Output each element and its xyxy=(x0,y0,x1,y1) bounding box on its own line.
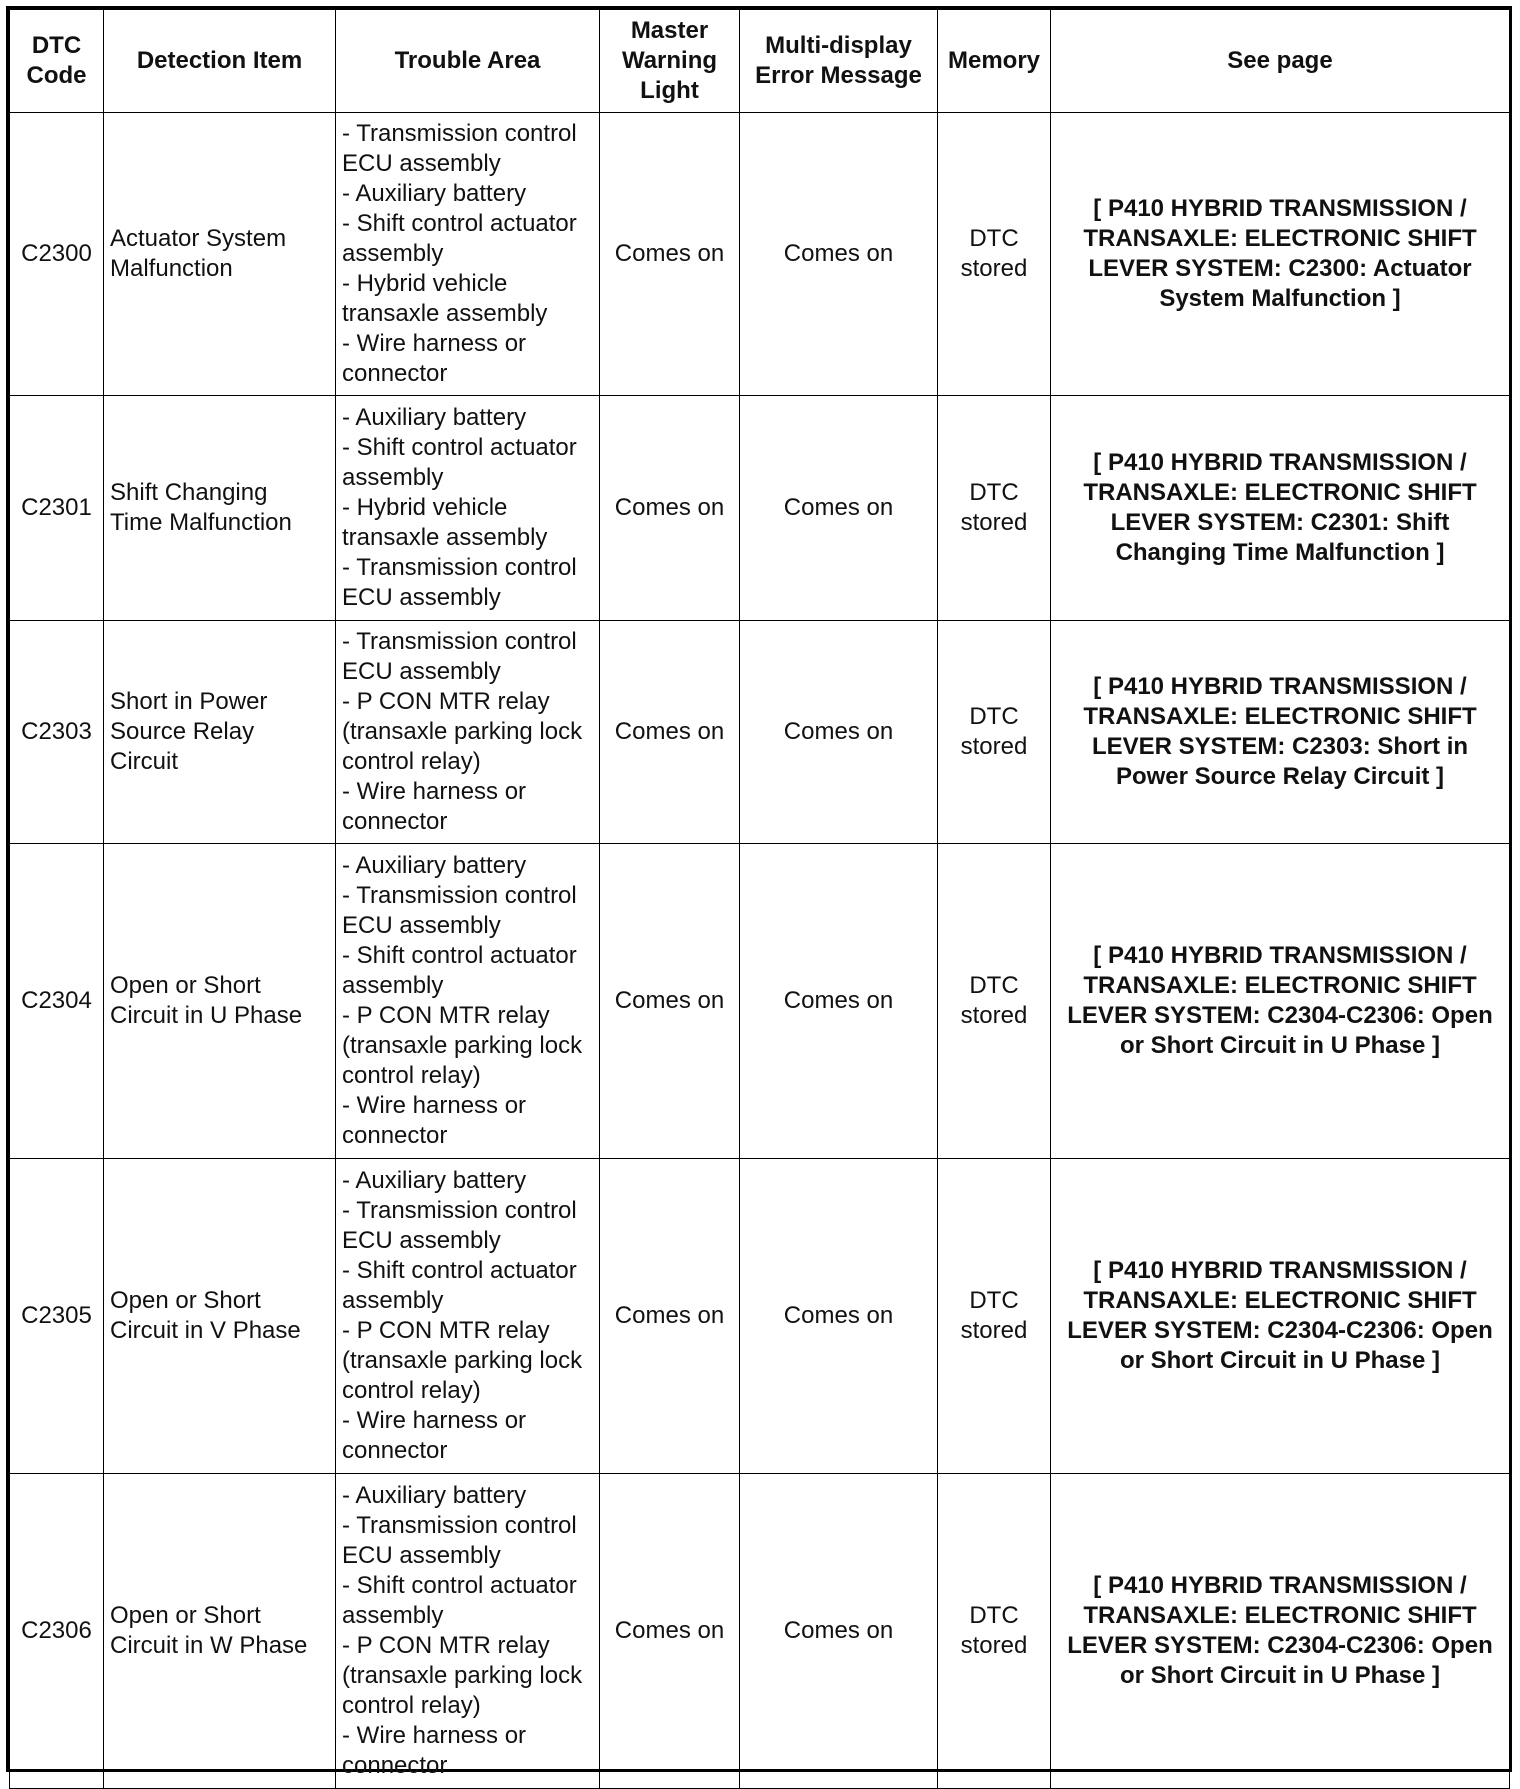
text-line: Open or Short xyxy=(110,1287,261,1314)
text-line: Changing Time Malfunction ] xyxy=(1115,539,1445,566)
text-line: Open or Short xyxy=(110,972,261,999)
text-line: - P CON MTR relay xyxy=(342,1632,550,1659)
text-line: stored xyxy=(960,733,1028,760)
table-row xyxy=(10,113,1510,396)
text-line: Short in Power xyxy=(110,688,268,715)
text-line: control relay) xyxy=(342,1062,481,1089)
text-line: stored xyxy=(960,1002,1028,1029)
header-detection-item: Detection Item xyxy=(104,10,336,113)
text-line: - Auxiliary battery xyxy=(342,1482,527,1509)
text-line: [ P410 HYBRID TRANSMISSION / xyxy=(1093,673,1467,700)
text-line: or Short Circuit in U Phase ] xyxy=(1119,1662,1441,1689)
text-line: - Hybrid vehicle xyxy=(342,270,508,297)
master-warning-light-cell: Comes on xyxy=(600,621,740,844)
text-line: assembly xyxy=(342,1287,444,1314)
text-line: - Shift control actuator xyxy=(342,434,577,461)
text-line: stored xyxy=(960,1317,1028,1344)
text-line: TRANSAXLE: ELECTRONIC SHIFT xyxy=(1083,1287,1477,1314)
text-line: - Wire harness or xyxy=(342,1407,527,1434)
text-line: - Transmission control xyxy=(342,1197,577,1224)
text-line: Circuit in W Phase xyxy=(110,1632,308,1659)
multi-display-error-message-cell: Comes on xyxy=(740,621,938,844)
trouble-area-cell xyxy=(336,113,600,396)
text-line: - Transmission control xyxy=(342,554,577,581)
text-line: - P CON MTR relay xyxy=(342,688,550,715)
text-line: - Wire harness or xyxy=(342,1092,527,1119)
see-page-link[interactable] xyxy=(1051,396,1510,621)
dtc-code-cell: C2306 xyxy=(10,1474,104,1789)
text-line: transaxle assembly xyxy=(342,524,548,551)
see-page-link[interactable] xyxy=(1051,113,1510,396)
text-line: Circuit xyxy=(110,748,179,775)
table-row xyxy=(10,621,1510,844)
text-line: System Malfunction ] xyxy=(1159,285,1401,312)
text-line: Power Source Relay Circuit ] xyxy=(1115,763,1445,790)
text-line: (transaxle parking lock xyxy=(342,1347,583,1374)
header-trouble-area: Trouble Area xyxy=(336,10,600,113)
text-line: - Shift control actuator xyxy=(342,1572,577,1599)
text-line: - Auxiliary battery xyxy=(342,180,527,207)
multi-display-error-message-cell: Comes on xyxy=(740,396,938,621)
see-page-link[interactable] xyxy=(1051,621,1510,844)
trouble-area-cell xyxy=(336,844,600,1159)
text-line: [ P410 HYBRID TRANSMISSION / xyxy=(1093,195,1467,222)
text-line: LEVER SYSTEM: C2301: Shift xyxy=(1110,509,1450,536)
text-line: TRANSAXLE: ELECTRONIC SHIFT xyxy=(1083,225,1477,252)
text-line: or Short Circuit in U Phase ] xyxy=(1119,1347,1441,1374)
multi-display-error-message-cell: Comes on xyxy=(740,1159,938,1474)
text-line: DTC xyxy=(969,479,1019,506)
multi-display-error-message-cell: Comes on xyxy=(740,113,938,396)
text-line: transaxle assembly xyxy=(342,300,548,327)
detection-item-cell xyxy=(104,844,336,1159)
text-line: - P CON MTR relay xyxy=(342,1317,550,1344)
master-warning-light-cell: Comes on xyxy=(600,1159,740,1474)
text-line: Open or Short xyxy=(110,1602,261,1629)
text-line: TRANSAXLE: ELECTRONIC SHIFT xyxy=(1083,703,1477,730)
header-row xyxy=(10,10,1510,113)
text-line: Time Malfunction xyxy=(110,509,292,536)
text-line: assembly xyxy=(342,240,444,267)
text-line: - Wire harness or xyxy=(342,1722,527,1749)
memory-cell xyxy=(938,113,1051,396)
dtc-code-cell: C2304 xyxy=(10,844,104,1159)
text-line: connector xyxy=(342,360,448,387)
text-line: (transaxle parking lock xyxy=(342,1032,583,1059)
master-warning-light-cell: Comes on xyxy=(600,844,740,1159)
text-line: Malfunction xyxy=(110,255,233,282)
dtc-code-cell: C2300 xyxy=(10,113,104,396)
trouble-area-cell xyxy=(336,1474,600,1789)
text-line: - Transmission control xyxy=(342,882,577,909)
text-line: connector xyxy=(342,1752,448,1779)
text-line: DTC xyxy=(969,1602,1019,1629)
header-multi-display-error-message: Multi-display Error Message xyxy=(740,10,938,113)
text-line: assembly xyxy=(342,1602,444,1629)
text-line: ECU assembly xyxy=(342,150,501,177)
text-line: - Auxiliary battery xyxy=(342,1167,527,1194)
text-line: stored xyxy=(960,255,1028,282)
text-line: Source Relay xyxy=(110,718,255,745)
text-line: - Wire harness or xyxy=(342,778,527,805)
header-memory: Memory xyxy=(938,10,1051,113)
memory-cell xyxy=(938,1474,1051,1789)
text-line: stored xyxy=(960,509,1028,536)
memory-cell xyxy=(938,844,1051,1159)
dtc-code-cell: C2301 xyxy=(10,396,104,621)
text-line: - Auxiliary battery xyxy=(342,404,527,431)
text-line: Circuit in V Phase xyxy=(110,1317,301,1344)
detection-item-cell xyxy=(104,396,336,621)
master-warning-light-cell: Comes on xyxy=(600,1474,740,1789)
multi-display-error-message-cell: Comes on xyxy=(740,844,938,1159)
text-line: connector xyxy=(342,1122,448,1149)
master-warning-light-cell: Comes on xyxy=(600,396,740,621)
text-line: DTC xyxy=(969,703,1019,730)
text-line: [ P410 HYBRID TRANSMISSION / xyxy=(1093,449,1467,476)
table-row xyxy=(10,396,1510,621)
text-line: Shift Changing xyxy=(110,479,268,506)
see-page-link[interactable] xyxy=(1051,1159,1510,1474)
text-line: ECU assembly xyxy=(342,912,501,939)
text-line: or Short Circuit in U Phase ] xyxy=(1119,1032,1441,1059)
table-row xyxy=(10,844,1510,1159)
text-line: Actuator System xyxy=(110,225,287,252)
text-line: - Transmission control xyxy=(342,1512,577,1539)
dtc-table xyxy=(9,9,1510,1789)
trouble-area-cell xyxy=(336,621,600,844)
text-line: ECU assembly xyxy=(342,1542,501,1569)
text-line: - Transmission control xyxy=(342,120,577,147)
text-line: connector xyxy=(342,808,448,835)
detection-item-cell xyxy=(104,621,336,844)
text-line: DTC xyxy=(969,225,1019,252)
text-line: assembly xyxy=(342,464,444,491)
text-line: LEVER SYSTEM: C2304-C2306: Open xyxy=(1067,1002,1493,1029)
text-line: - Shift control actuator xyxy=(342,1257,577,1284)
memory-cell xyxy=(938,396,1051,621)
text-line: - Hybrid vehicle xyxy=(342,494,508,521)
text-line: Circuit in U Phase xyxy=(110,1002,303,1029)
dtc-table-frame xyxy=(6,6,1512,1779)
text-line: connector xyxy=(342,1437,448,1464)
master-warning-light-cell: Comes on xyxy=(600,113,740,396)
text-line: ECU assembly xyxy=(342,1227,501,1254)
text-line: control relay) xyxy=(342,1692,481,1719)
table-row xyxy=(10,1474,1510,1789)
detection-item-cell xyxy=(104,1159,336,1474)
text-line: [ P410 HYBRID TRANSMISSION / xyxy=(1093,1257,1467,1284)
text-line: LEVER SYSTEM: C2304-C2306: Open xyxy=(1067,1632,1493,1659)
see-page-link[interactable] xyxy=(1051,1474,1510,1789)
trouble-area-cell xyxy=(336,1159,600,1474)
text-line: - Shift control actuator xyxy=(342,210,577,237)
text-line: DTC xyxy=(969,972,1019,999)
text-line: - Wire harness or xyxy=(342,330,527,357)
see-page-link[interactable] xyxy=(1051,844,1510,1159)
text-line: LEVER SYSTEM: C2300: Actuator xyxy=(1088,255,1472,282)
text-line: TRANSAXLE: ELECTRONIC SHIFT xyxy=(1083,1602,1477,1629)
dtc-table-body xyxy=(10,113,1510,1789)
header-master-warning-light: Master Warning Light xyxy=(600,10,740,113)
memory-cell xyxy=(938,621,1051,844)
dtc-code-cell: C2305 xyxy=(10,1159,104,1474)
text-line: DTC xyxy=(969,1287,1019,1314)
text-line: control relay) xyxy=(342,748,481,775)
text-line: - P CON MTR relay xyxy=(342,1002,550,1029)
table-row xyxy=(10,1159,1510,1474)
dtc-code-cell: C2303 xyxy=(10,621,104,844)
detection-item-cell xyxy=(104,1474,336,1789)
text-line: (transaxle parking lock xyxy=(342,1662,583,1689)
text-line: LEVER SYSTEM: C2303: Short in xyxy=(1091,733,1469,760)
text-line: control relay) xyxy=(342,1377,481,1404)
memory-cell xyxy=(938,1159,1051,1474)
text-line: - Auxiliary battery xyxy=(342,852,527,879)
text-line: TRANSAXLE: ELECTRONIC SHIFT xyxy=(1083,479,1477,506)
text-line: (transaxle parking lock xyxy=(342,718,583,745)
text-line: assembly xyxy=(342,972,444,999)
trouble-area-cell xyxy=(336,396,600,621)
multi-display-error-message-cell: Comes on xyxy=(740,1474,938,1789)
text-line: LEVER SYSTEM: C2304-C2306: Open xyxy=(1067,1317,1493,1344)
text-line: ECU assembly xyxy=(342,584,501,611)
text-line: [ P410 HYBRID TRANSMISSION / xyxy=(1093,1572,1467,1599)
text-line: [ P410 HYBRID TRANSMISSION / xyxy=(1093,942,1467,969)
header-dtc-code: DTC Code xyxy=(10,10,104,113)
detection-item-cell xyxy=(104,113,336,396)
text-line: ECU assembly xyxy=(342,658,501,685)
header-see-page: See page xyxy=(1051,10,1510,113)
text-line: - Transmission control xyxy=(342,628,577,655)
text-line: TRANSAXLE: ELECTRONIC SHIFT xyxy=(1083,972,1477,999)
text-line: - Shift control actuator xyxy=(342,942,577,969)
text-line: stored xyxy=(960,1632,1028,1659)
